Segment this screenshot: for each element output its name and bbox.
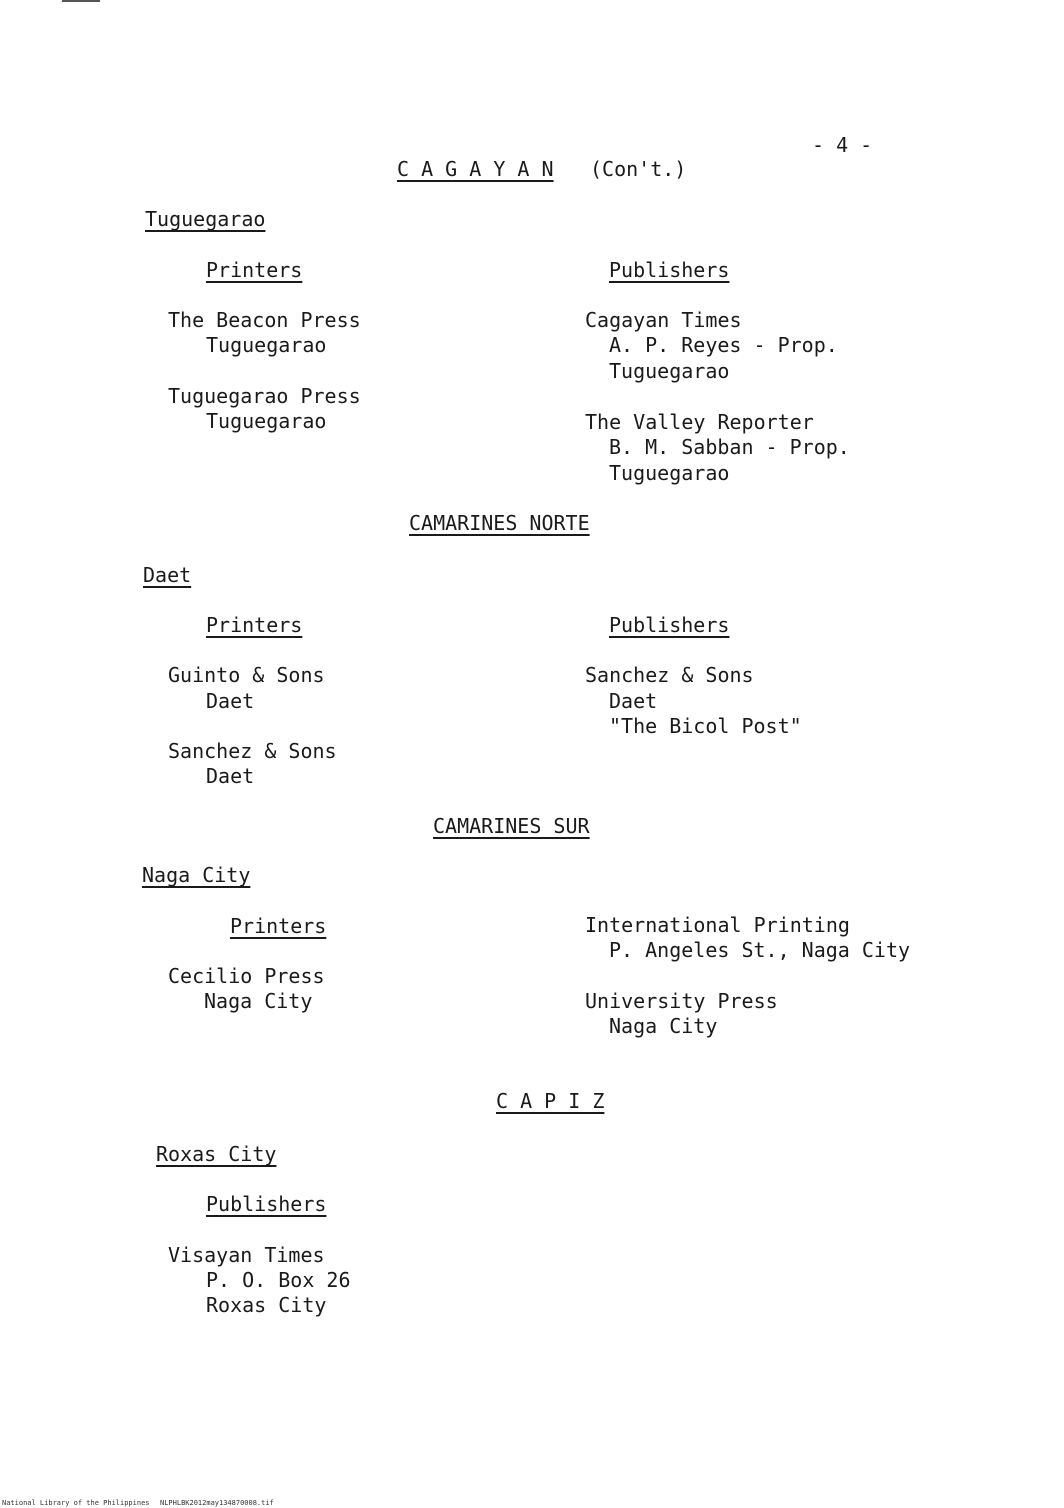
entry-address: P. Angeles St., Naga City	[609, 938, 911, 962]
place-heading-tuguegarao: Tuguegarao	[145, 207, 266, 231]
scan-artifact	[62, 0, 100, 2]
printer-location: Tuguegarao	[206, 409, 327, 433]
place-heading-roxas-city: Roxas City	[156, 1142, 277, 1166]
publishers-heading: Publishers	[206, 1192, 327, 1216]
footer-library: National Library of the Philippines	[2, 1499, 150, 1507]
publisher-location: Roxas City	[206, 1293, 327, 1317]
publication-title: "The Bicol Post"	[609, 714, 802, 738]
printer-name: The Beacon Press	[168, 308, 361, 332]
place-heading-daet: Daet	[143, 563, 192, 587]
printer-name: Tuguegarao Press	[168, 384, 361, 408]
place-heading-naga-city: Naga City	[142, 863, 251, 887]
printer-location: Daet	[206, 689, 255, 713]
printer-name: Sanchez & Sons	[168, 739, 337, 763]
printer-name: Cecilio Press	[168, 964, 325, 988]
printers-heading: Printers	[206, 613, 303, 637]
printer-location: Tuguegarao	[206, 333, 327, 357]
publisher-name: The Valley Reporter	[585, 410, 814, 434]
publisher-name: Visayan Times	[168, 1243, 325, 1267]
publisher-location: Tuguegarao	[609, 461, 730, 485]
page-number: - 4 -	[812, 133, 873, 157]
printers-heading: Printers	[230, 914, 327, 938]
publisher-name: Cagayan Times	[585, 308, 742, 332]
province-heading-camarines-norte: CAMARINES NORTE	[409, 511, 590, 535]
printer-name: Guinto & Sons	[168, 663, 325, 687]
entry-name: International Printing	[585, 913, 850, 937]
footer-file: NLPHLBK2012may134870008.tif	[160, 1499, 274, 1507]
province-heading-capiz: C A P I Z	[496, 1089, 605, 1113]
printer-location: Naga City	[204, 989, 313, 1013]
publisher-address: P. O. Box 26	[206, 1268, 351, 1292]
publishers-heading: Publishers	[609, 258, 730, 282]
page-title: C A G A Y A N	[397, 157, 554, 181]
page-title-suffix: (Con't.)	[590, 157, 687, 181]
publishers-heading: Publishers	[609, 613, 730, 637]
province-heading-camarines-sur: CAMARINES SUR	[433, 814, 590, 838]
entry-name: University Press	[585, 989, 778, 1013]
publisher-proprietor: B. M. Sabban - Prop.	[609, 435, 850, 459]
entry-location: Naga City	[609, 1014, 718, 1038]
publisher-location: Daet	[609, 689, 658, 713]
publisher-proprietor: A. P. Reyes - Prop.	[609, 333, 838, 357]
printers-heading: Printers	[206, 258, 303, 282]
publisher-name: Sanchez & Sons	[585, 663, 754, 687]
printer-location: Daet	[206, 764, 255, 788]
publisher-location: Tuguegarao	[609, 359, 730, 383]
